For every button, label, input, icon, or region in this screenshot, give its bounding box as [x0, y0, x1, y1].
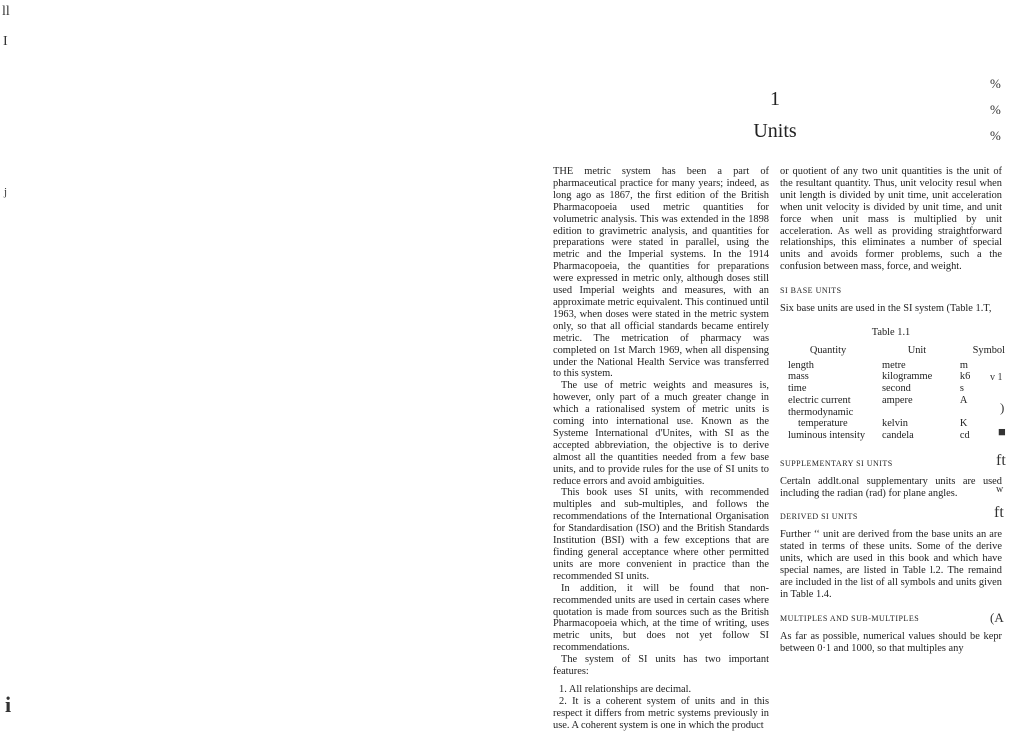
- column-header: Symbol: [972, 344, 1005, 356]
- margin-mark: ft: [994, 504, 1004, 521]
- table-cell: k6: [959, 371, 971, 383]
- margin-mark: %: [990, 102, 1001, 117]
- table-header-row: [780, 345, 1005, 360]
- margin-mark: I: [3, 34, 8, 49]
- table-cell: K: [959, 418, 968, 430]
- table-cell: luminous intensity: [788, 430, 866, 441]
- paragraph: Certaln addlt.onal supplementary units are used including the radian (rad) for plane angles.: [780, 475, 1002, 499]
- margin-mark: v 1: [990, 372, 1003, 383]
- table-cell: second: [882, 383, 911, 395]
- margin-mark: (A: [990, 610, 1004, 625]
- paragraph: Further ‘‘ unit are derived from the base units an are stated in terms of these units. Some of the derive units, which are used in this book and which have special names, are listed in Table l.2. The remaind are included in the list of all symbols and units given in Table 1.4.: [780, 529, 1002, 600]
- table-cell: ampere: [882, 394, 913, 406]
- paragraph: The system of SI units has two important features:: [553, 654, 769, 678]
- table-cell: A: [959, 394, 968, 406]
- table-row: [780, 418, 1005, 430]
- table-cell: length: [788, 359, 814, 371]
- table-row: [780, 371, 1005, 383]
- table-cell: kilogramme: [882, 371, 933, 383]
- table-cell: m: [959, 359, 968, 371]
- margin-mark: ): [1000, 400, 1005, 415]
- margin-mark: %: [990, 128, 1001, 143]
- feature-list: [553, 684, 769, 732]
- margin-mark: ll: [2, 4, 10, 19]
- table-caption: Table 1.1: [871, 326, 911, 338]
- table-cell: time: [788, 383, 807, 395]
- paragraph: As far as possible, numerical values should be kepr between 0·1 and 1000, so that multiples any: [780, 630, 1002, 654]
- margin-mark: %: [990, 76, 1001, 91]
- table-cell: thermodynamic: [788, 406, 854, 418]
- column-header: Unit: [907, 344, 927, 356]
- table-row: [780, 383, 1005, 395]
- chapter-title: Units: [753, 120, 797, 142]
- table-cell: [958, 407, 1005, 419]
- list-item: 2. It is a coherent system of units and in this respect it differs from metric systems previously in use. A coherent system is one in which the product: [553, 695, 769, 731]
- table-cell: candela: [882, 430, 914, 441]
- table-row: [780, 395, 1005, 407]
- paragraph: THE metric system has been a part of pharmaceutical practice for many years; indeed, as long ago as 1867, the first edition of the British Pharmacopoeia used metric quantities for volumetric analysis. This was extended in the 1898 edition to gravimetric analysis, and quantities for preparations were stated in parallel, using the metric and the Imperial systems. In the 1914 Pharmacopoeia, the quantities for preparations were expressed in metric only, although doses still used Imperial weights and measures, with an approximate metric equivalent. This continued until 1963, when doses were stated in the metric system only, so that all official standards became entirely metric. The metrication of pharmacy was completed on 1st March 1969, when all dispensing under the National Health Service was transferred to this system.: [553, 166, 769, 380]
- base-units-table: [780, 345, 1005, 442]
- table-cell: cd: [959, 430, 970, 441]
- margin-mark: i: [5, 692, 12, 717]
- table-cell: [876, 407, 958, 419]
- table-cell: temperature: [798, 418, 848, 430]
- section-heading: SUPPLEMENTARY SI UNITS: [780, 458, 893, 468]
- chapter-number: 1: [770, 88, 780, 110]
- paragraph: The use of metric weights and measures is, however, only part of a much greater change in which a rationalised system of metric units is coming into international use. Known as the Systeme International d'Unites, with SI as the accepted abbreviation, the objective is to derive almost all the quantities needed from a few base units, and to provide rules for the use of SI units to reduce errors and avoid ambiguities.: [553, 380, 769, 487]
- paragraph: This book uses SI units, with recommended multiples and sub-multiples, and follows the recommendations of the International Organisation for Standardisation (ISO) and the British Standards Institution (BSI) with a few exceptions that are finding general acceptance where other permitted units are more convenient in practice than the recommended SI units.: [553, 487, 769, 582]
- table-row: [780, 430, 1005, 442]
- text-column-left: [553, 166, 769, 732]
- margin-mark: w: [996, 484, 1004, 495]
- text-column-right: [780, 166, 1005, 654]
- section-heading: MULTIPLES AND SUB-MULTIPLES: [780, 613, 920, 623]
- table-row: [780, 360, 1005, 372]
- section-heading: SI BASE UNITS: [780, 286, 842, 296]
- table-cell: mass: [788, 371, 809, 383]
- table-cell: electric current: [788, 394, 851, 406]
- margin-mark: ft: [996, 452, 1006, 469]
- paragraph: Six base units are used in the SI system (Table 1.T,: [780, 303, 992, 315]
- table-cell: s: [959, 383, 964, 395]
- margin-mark: ■: [998, 424, 1006, 439]
- section-heading: DERIVED SI UNITS: [780, 512, 858, 522]
- table-row: [780, 407, 1005, 419]
- margin-mark: j: [4, 186, 8, 198]
- column-header: Quantity: [809, 344, 847, 356]
- table-cell: metre: [882, 359, 906, 371]
- table-cell: kelvin: [882, 418, 908, 430]
- list-item: 1. All relationships are decimal.: [559, 683, 692, 695]
- paragraph: In addition, it will be found that non-recommended units are used in certain cases where quotation is made from sources such as the British Pharmacopoeia which, at the time of writing, uses metric units, but does not yet follow SI recommendations.: [553, 582, 769, 654]
- paragraph: or quotient of any two unit quantities is the unit of the resultant quantity. Thus, unit velocity resul when unit length is divided by unit time, unit acceleration when unit velocity is divided by unit time, and unit force when unit mass is multiplied by unit acceleration. As well as providing straightforward relationships, this eliminates a number of special units and avoids former problems, such a the confusion between mass, force, and weight.: [780, 166, 1002, 273]
